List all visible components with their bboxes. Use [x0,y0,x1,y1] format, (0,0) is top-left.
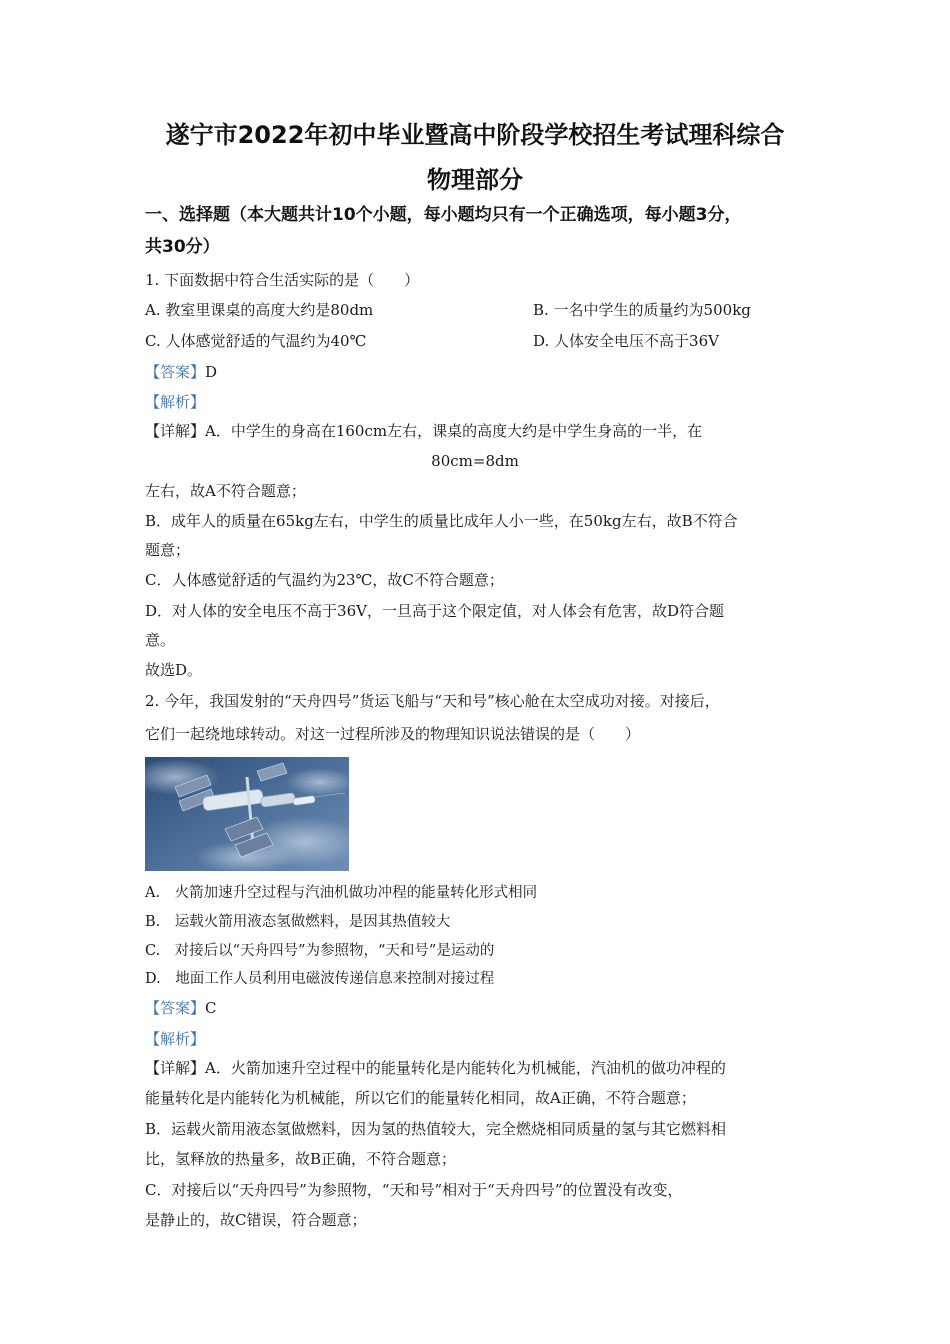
section-heading [145,199,825,263]
q1-option-d: D. 人体安全电压不高于36V [533,332,719,350]
q2-analysis-label: 【解析】 [145,1030,206,1048]
q1-detail-b-line2: 题意； [145,541,191,559]
q1-analysis-label: 【解析】 [145,393,206,411]
q2-option-a: A. 火箭加速升空过程与汽油机做功冲程的能量转化形式相同 [145,885,538,901]
exam-title: 遂宁市2022年初中毕业暨高中阶段学校招生考试理科综合 [165,121,785,149]
q2-option-d: D. 地面工作人员利用电磁波传递信息来控制对接过程 [145,971,495,987]
q1-detail-a-line1 [145,421,702,441]
q2-answer-value: C [205,999,217,1017]
q2-option-c: C. 对接后以“天舟四号”为参照物，“天和号”是运动的 [145,943,495,959]
q2-detail-label: 【详解】 [145,1059,206,1077]
q1-answer-value: D [205,363,218,381]
q1-detail-b-line1: B．成年人的质量在65kg左右，中学生的质量比成年人小一些，在50kg左右，故B不符合 [145,512,738,530]
q1-detail-c: C．人体感觉舒适的气温约为23℃，故C不符合题意； [145,571,504,589]
q2-detail-c-line2: 是静止的，故C错误，符合题意； [145,1211,367,1229]
q1-detail-label: 【详解】 [145,422,206,440]
q1-detail-a-formula: 80cm=8dm [431,452,519,470]
q1-option-a: A. 教室里课桌的高度大约是80dm [145,301,374,319]
q2-detail-a-text: A．火箭加速升空过程中的能量转化是内能转化为机械能，汽油机的做功冲程的 [205,1059,726,1077]
q1-detail-d-line2: 意。 [145,631,176,649]
q1-option-c: C. 人体感觉舒适的气温约为40℃ [145,332,367,350]
q1-option-b: B. 一名中学生的质量约为500kg [533,301,751,319]
q1-detail-a-text: A．中学生的身高在160cm左右，课桌的高度大约是中学生身高的一半，在 [205,422,703,440]
q1-detail-d-line1: D．对人体的安全电压不高于36V，一旦高于这个限定值，对人体会有危害，故D符合题 [145,602,724,620]
q2-detail-c-line1: C．对接后以“天舟四号”为参照物，“天和号”相对于“天舟四号”的位置没有改变， [145,1181,683,1199]
exam-subtitle: 物理部分 [427,166,523,194]
q2-detail-b-line2: 比，氢释放的热量多，故B正确，不符合题意； [145,1150,457,1168]
q2-answer-label: 【答案】 [145,999,206,1017]
q2-detail-b-line1: B．运载火箭用液态氢做燃料，因为氢的热值较大，完全燃烧相同质量的氢与其它燃料相 [145,1120,727,1138]
q2-detail-a-line1 [145,1058,726,1078]
section-heading-line1: 一、选择题（本大题共计10个小题，每小题均只有一个正确选项，每小题3分， [145,205,742,225]
q1-detail-a-line2: 左右，故A不符合题意； [145,482,306,500]
q1-answer [145,362,217,382]
q2-stem-line1: 2. 今年，我国发射的“天舟四号”货运飞船与“天和号”核心舱在太空成功对接。对接后， [145,692,720,710]
q2-stem-line2: 它们一起绕地球转动。对这一过程所涉及的物理知识说法错误的是（ ） [145,725,641,743]
space-station-illustration [145,757,349,871]
q1-answer-label: 【答案】 [145,363,206,381]
q2-answer [145,998,217,1018]
q2-option-b: B. 运载火箭用液态氢做燃料，是因其热值较大 [145,914,451,930]
q2-detail-a-line2: 能量转化是内能转化为机械能，所以它们的能量转化相同，故A正确，不符合题意； [145,1089,696,1107]
q1-stem: 1. 下面数据中符合生活实际的是（ ） [145,271,420,289]
q1-conclusion: 故选D。 [145,661,203,679]
section-heading-line2: 共30分） [145,237,220,257]
space-station-image [145,757,349,871]
